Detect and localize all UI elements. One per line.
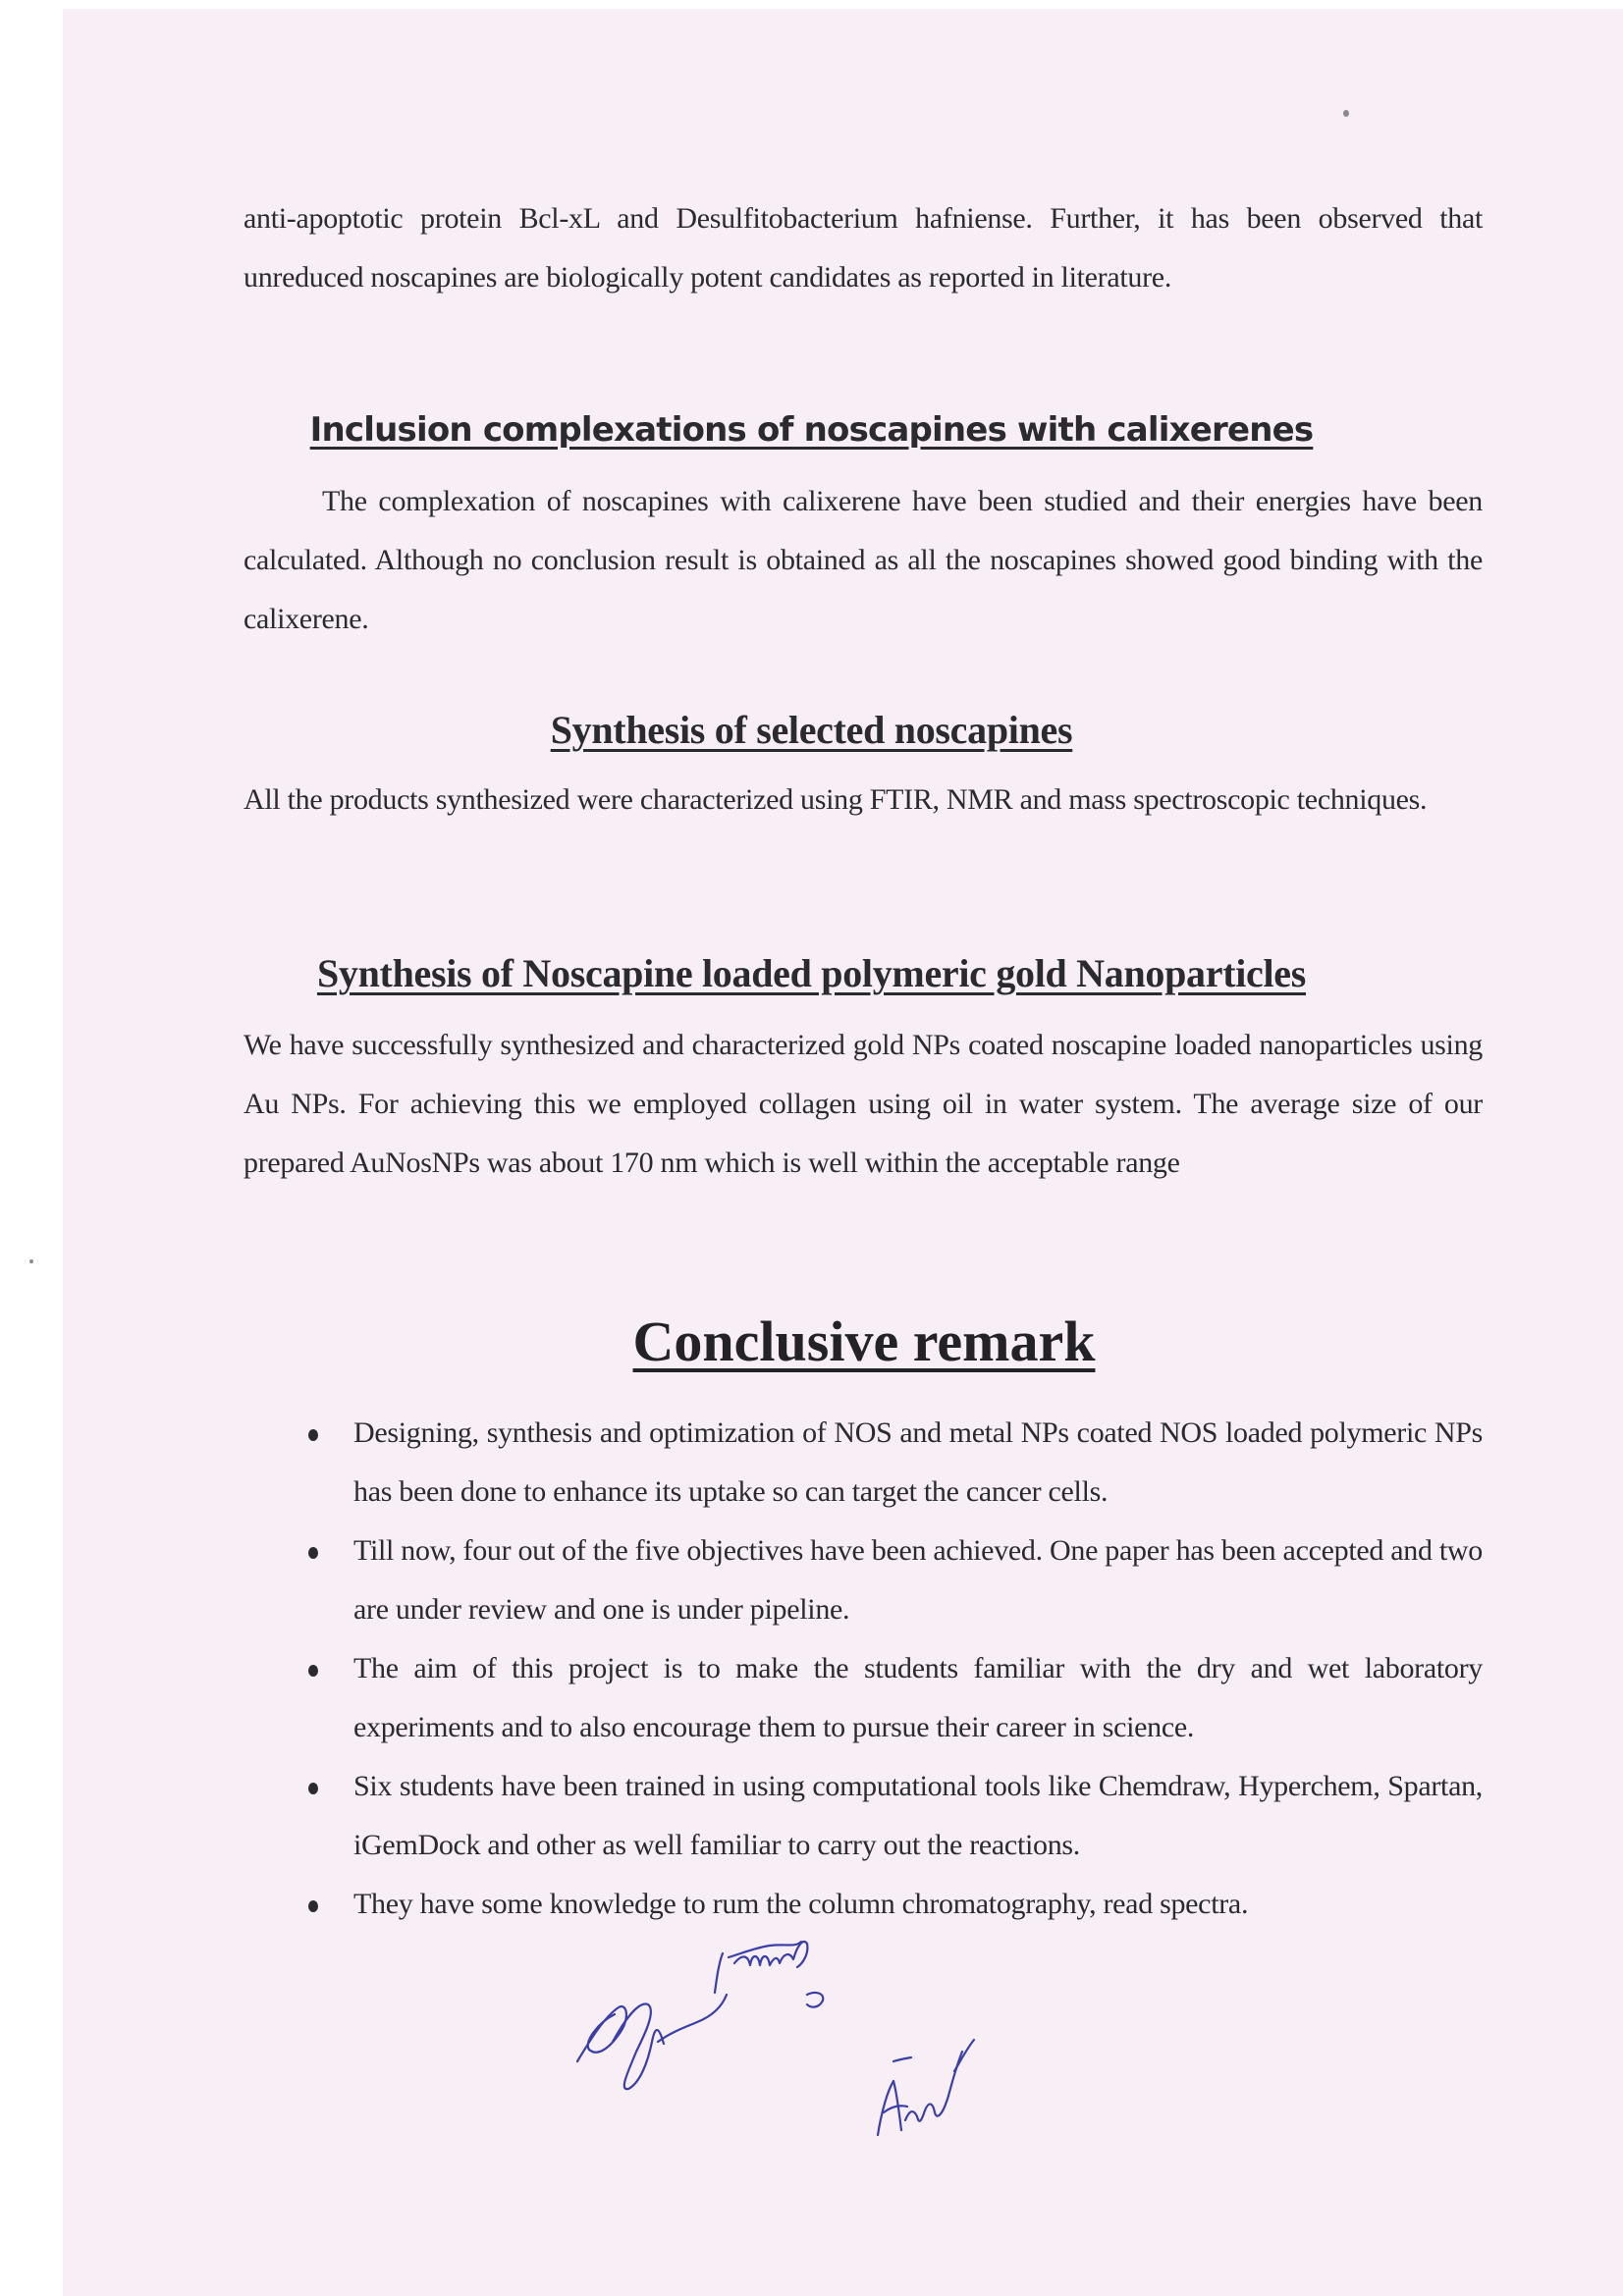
bullet-text: Six students have been trained in using computational tools like Chemdraw, Hyperchem, Spartan, iGemDock and other as well familiar to carry out the reactions. <box>353 1770 1483 1861</box>
section-heading-inclusion-complexations <box>0 410 1623 450</box>
conclusion-bullet <box>295 1404 1483 1522</box>
section-body-text: The complexation of noscapines with calixerene have been studied and their energies have been calculated. Although no conclusion result is obtained as all the noscapines showed good binding with the calixerene. <box>243 485 1483 635</box>
section-heading-gold-nanoparticles <box>0 950 1623 996</box>
section-heading-text: Synthesis of selected noscapines <box>550 708 1073 752</box>
conclusion-bullet <box>295 1639 1483 1757</box>
conclusion-heading-text: Conclusive remark <box>632 1309 1096 1373</box>
bullet-text: They have some knowledge to rum the column chromatography, read spectra. <box>353 1888 1249 1920</box>
bullet-text: The aim of this project is to make the students familiar with the dry and wet laboratory experiments and to also encourage them to pursue their career in science. <box>353 1652 1483 1743</box>
signature-2 <box>715 1942 823 2007</box>
scan-speck <box>29 1259 33 1263</box>
bullet-icon <box>308 1547 318 1559</box>
signatures <box>550 1924 1021 2150</box>
section-body-synthesis-noscapines: All the products synthesized were characterized using FTIR, NMR and mass spectroscopic techniques. <box>243 783 1428 816</box>
bullet-text: Till now, four out of the five objectives have been achieved. One paper has been accepted and two are under review and one is under pipeline. <box>353 1534 1483 1626</box>
bullet-icon <box>308 1783 318 1794</box>
section-heading-text: Inclusion complexations of noscapines with calixerenes <box>309 410 1314 450</box>
signature-1 <box>577 1995 727 2089</box>
section-body-inclusion-complexations <box>243 472 1483 649</box>
conclusion-bullet-list <box>295 1404 1483 1934</box>
conclusion-bullet <box>295 1522 1483 1639</box>
bullet-icon <box>308 1665 318 1677</box>
signature-3 <box>878 2040 974 2135</box>
bullet-icon <box>308 1429 318 1441</box>
intro-paragraph: anti-apoptotic protein Bcl-xL and Desulfitobacterium hafniense. Further, it has been observed that unreduced noscapines are biologically potent candidates as reported in literature. <box>243 202 1483 294</box>
section-heading-text: Synthesis of Noscapine loaded polymeric gold Nanoparticles <box>316 951 1307 995</box>
conclusion-heading <box>0 1308 1623 1374</box>
bullet-text: Designing, synthesis and optimization of NOS and metal NPs coated NOS loaded polymeric NPs has been done to enhance its uptake so can target the cancer cells. <box>353 1416 1483 1508</box>
conclusion-bullet <box>295 1757 1483 1875</box>
bullet-icon <box>308 1900 318 1912</box>
scan-speck <box>1343 110 1349 117</box>
section-heading-synthesis-noscapines <box>0 707 1623 753</box>
section-body-gold-nanoparticles: We have successfully synthesized and characterized gold NPs coated noscapine loaded nanoparticles using Au NPs. For achieving this we employed collagen using oil in water system. The average size of our prepared AuNosNPs was about 170 nm which is well within the acceptable range <box>243 1029 1483 1179</box>
